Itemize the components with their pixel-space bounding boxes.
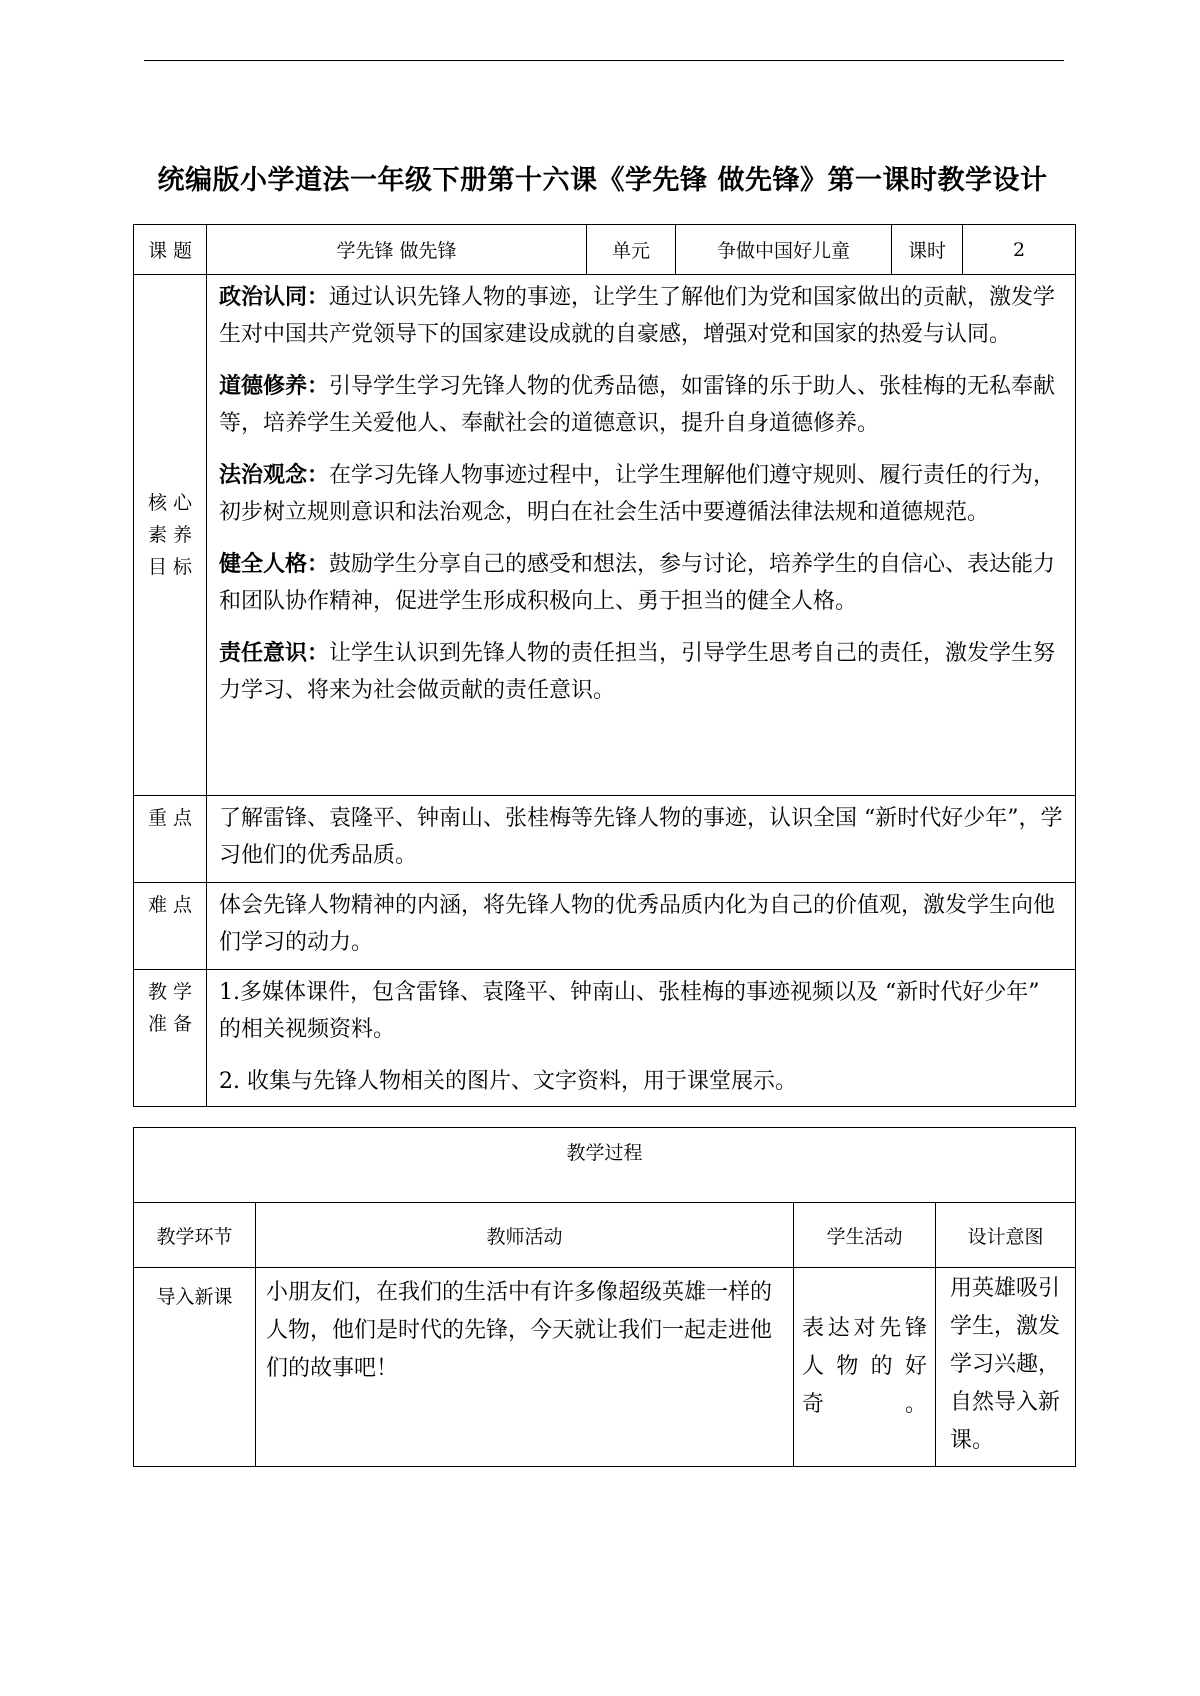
topic-label: 课 题: [134, 225, 207, 275]
core-item: 责任意识：让学生认识到先锋人物的责任担当，引导学生思考自己的责任，激发学生努力学习、将来为社会做贡献的责任意识。: [219, 640, 1056, 703]
lesson-info-table: [133, 224, 1076, 1107]
teacher-activity-cell: 小朋友们，在我们的生活中有许多像超级英雄一样的人物，他们是时代的先锋，今天就让我们一起走进他们的故事吧！: [256, 1268, 794, 1467]
hours-label: 课时: [892, 225, 963, 275]
core-literacy-row: [134, 275, 1076, 796]
teaching-process-table: [133, 1127, 1076, 1467]
lesson-header-row: [134, 225, 1076, 275]
key-points-row: [134, 796, 1076, 883]
core-item: 健全人格：鼓励学生分享自己的感受和想法，参与讨论，培养学生的自信心、表达能力和团队协作精神，促进学生形成积极向上、勇于担当的健全人格。: [219, 551, 1056, 614]
header-rule: [144, 60, 1064, 61]
student-activity-cell: 表达对先锋人物的好奇。: [794, 1268, 936, 1467]
design-intent-cell: 用英雄吸引学生，激发学习兴趣，自然导入新课。: [936, 1268, 1076, 1467]
key-points-content: 了解雷锋、袁隆平、钟南山、张桂梅等先锋人物的事迹，认识全国 “新时代好少年”，学习他们的优秀品质。: [207, 796, 1076, 883]
key-points-label: 重 点: [134, 796, 207, 883]
core-item: 道德修养：引导学生学习先锋人物的优秀品德，如雷锋的乐于助人、张桂梅的无私奉献等，培养学生关爱他人、奉献社会的道德意识，提升自身道德修养。: [219, 373, 1056, 436]
difficulties-content: 体会先锋人物精神的内涵，将先锋人物的优秀品质内化为自己的价值观，激发学生向他们学习的动力。: [207, 883, 1076, 970]
column-header: 教师活动: [256, 1203, 794, 1268]
preparation-row: [134, 970, 1076, 1107]
preparation-item: 1.多媒体课件，包含雷锋、袁隆平、钟南山、张桂梅的事迹视频以及 “新时代好少年” 的相关视频资料。: [219, 980, 1040, 1042]
preparation-label: 教 学 准 备: [134, 970, 207, 1107]
process-title-row: [134, 1128, 1076, 1203]
column-header: 设计意图: [936, 1203, 1076, 1268]
difficulties-label: 难 点: [134, 883, 207, 970]
unit-value: 争做中国好儿童: [676, 225, 892, 275]
table-row: [134, 1268, 1076, 1467]
process-header-row: [134, 1203, 1076, 1268]
preparation-content: [207, 970, 1076, 1107]
unit-label: 单元: [587, 225, 676, 275]
document-title: 统编版小学道法一年级下册第十六课《学先锋 做先锋》第一课时教学设计: [157, 165, 1048, 196]
column-header: 教学环节: [134, 1203, 256, 1268]
hours-value: 2: [963, 225, 1076, 275]
stage-cell: 导入新课: [134, 1268, 256, 1467]
difficulties-row: [134, 883, 1076, 970]
core-literacy-content: [207, 275, 1076, 796]
preparation-item: 2. 收集与先锋人物相关的图片、文字资料，用于课堂展示。: [219, 1069, 797, 1094]
process-title: 教学过程: [134, 1128, 1076, 1203]
core-literacy-label: 核 心 素 养 目 标: [134, 275, 207, 796]
column-header: 学生活动: [794, 1203, 936, 1268]
core-item: 法治观念：在学习先锋人物事迹过程中，让学生理解他们遵守规则、履行责任的行为，初步树立规则意识和法治观念，明白在社会生活中要遵循法律法规和道德规范。: [219, 462, 1056, 525]
core-item: 政治认同：通过认识先锋人物的事迹，让学生了解他们为党和国家做出的贡献，激发学生对中国共产党领导下的国家建设成就的自豪感，增强对党和国家的热爱与认同。: [219, 284, 1056, 347]
topic-value: 学先锋 做先锋: [207, 225, 587, 275]
